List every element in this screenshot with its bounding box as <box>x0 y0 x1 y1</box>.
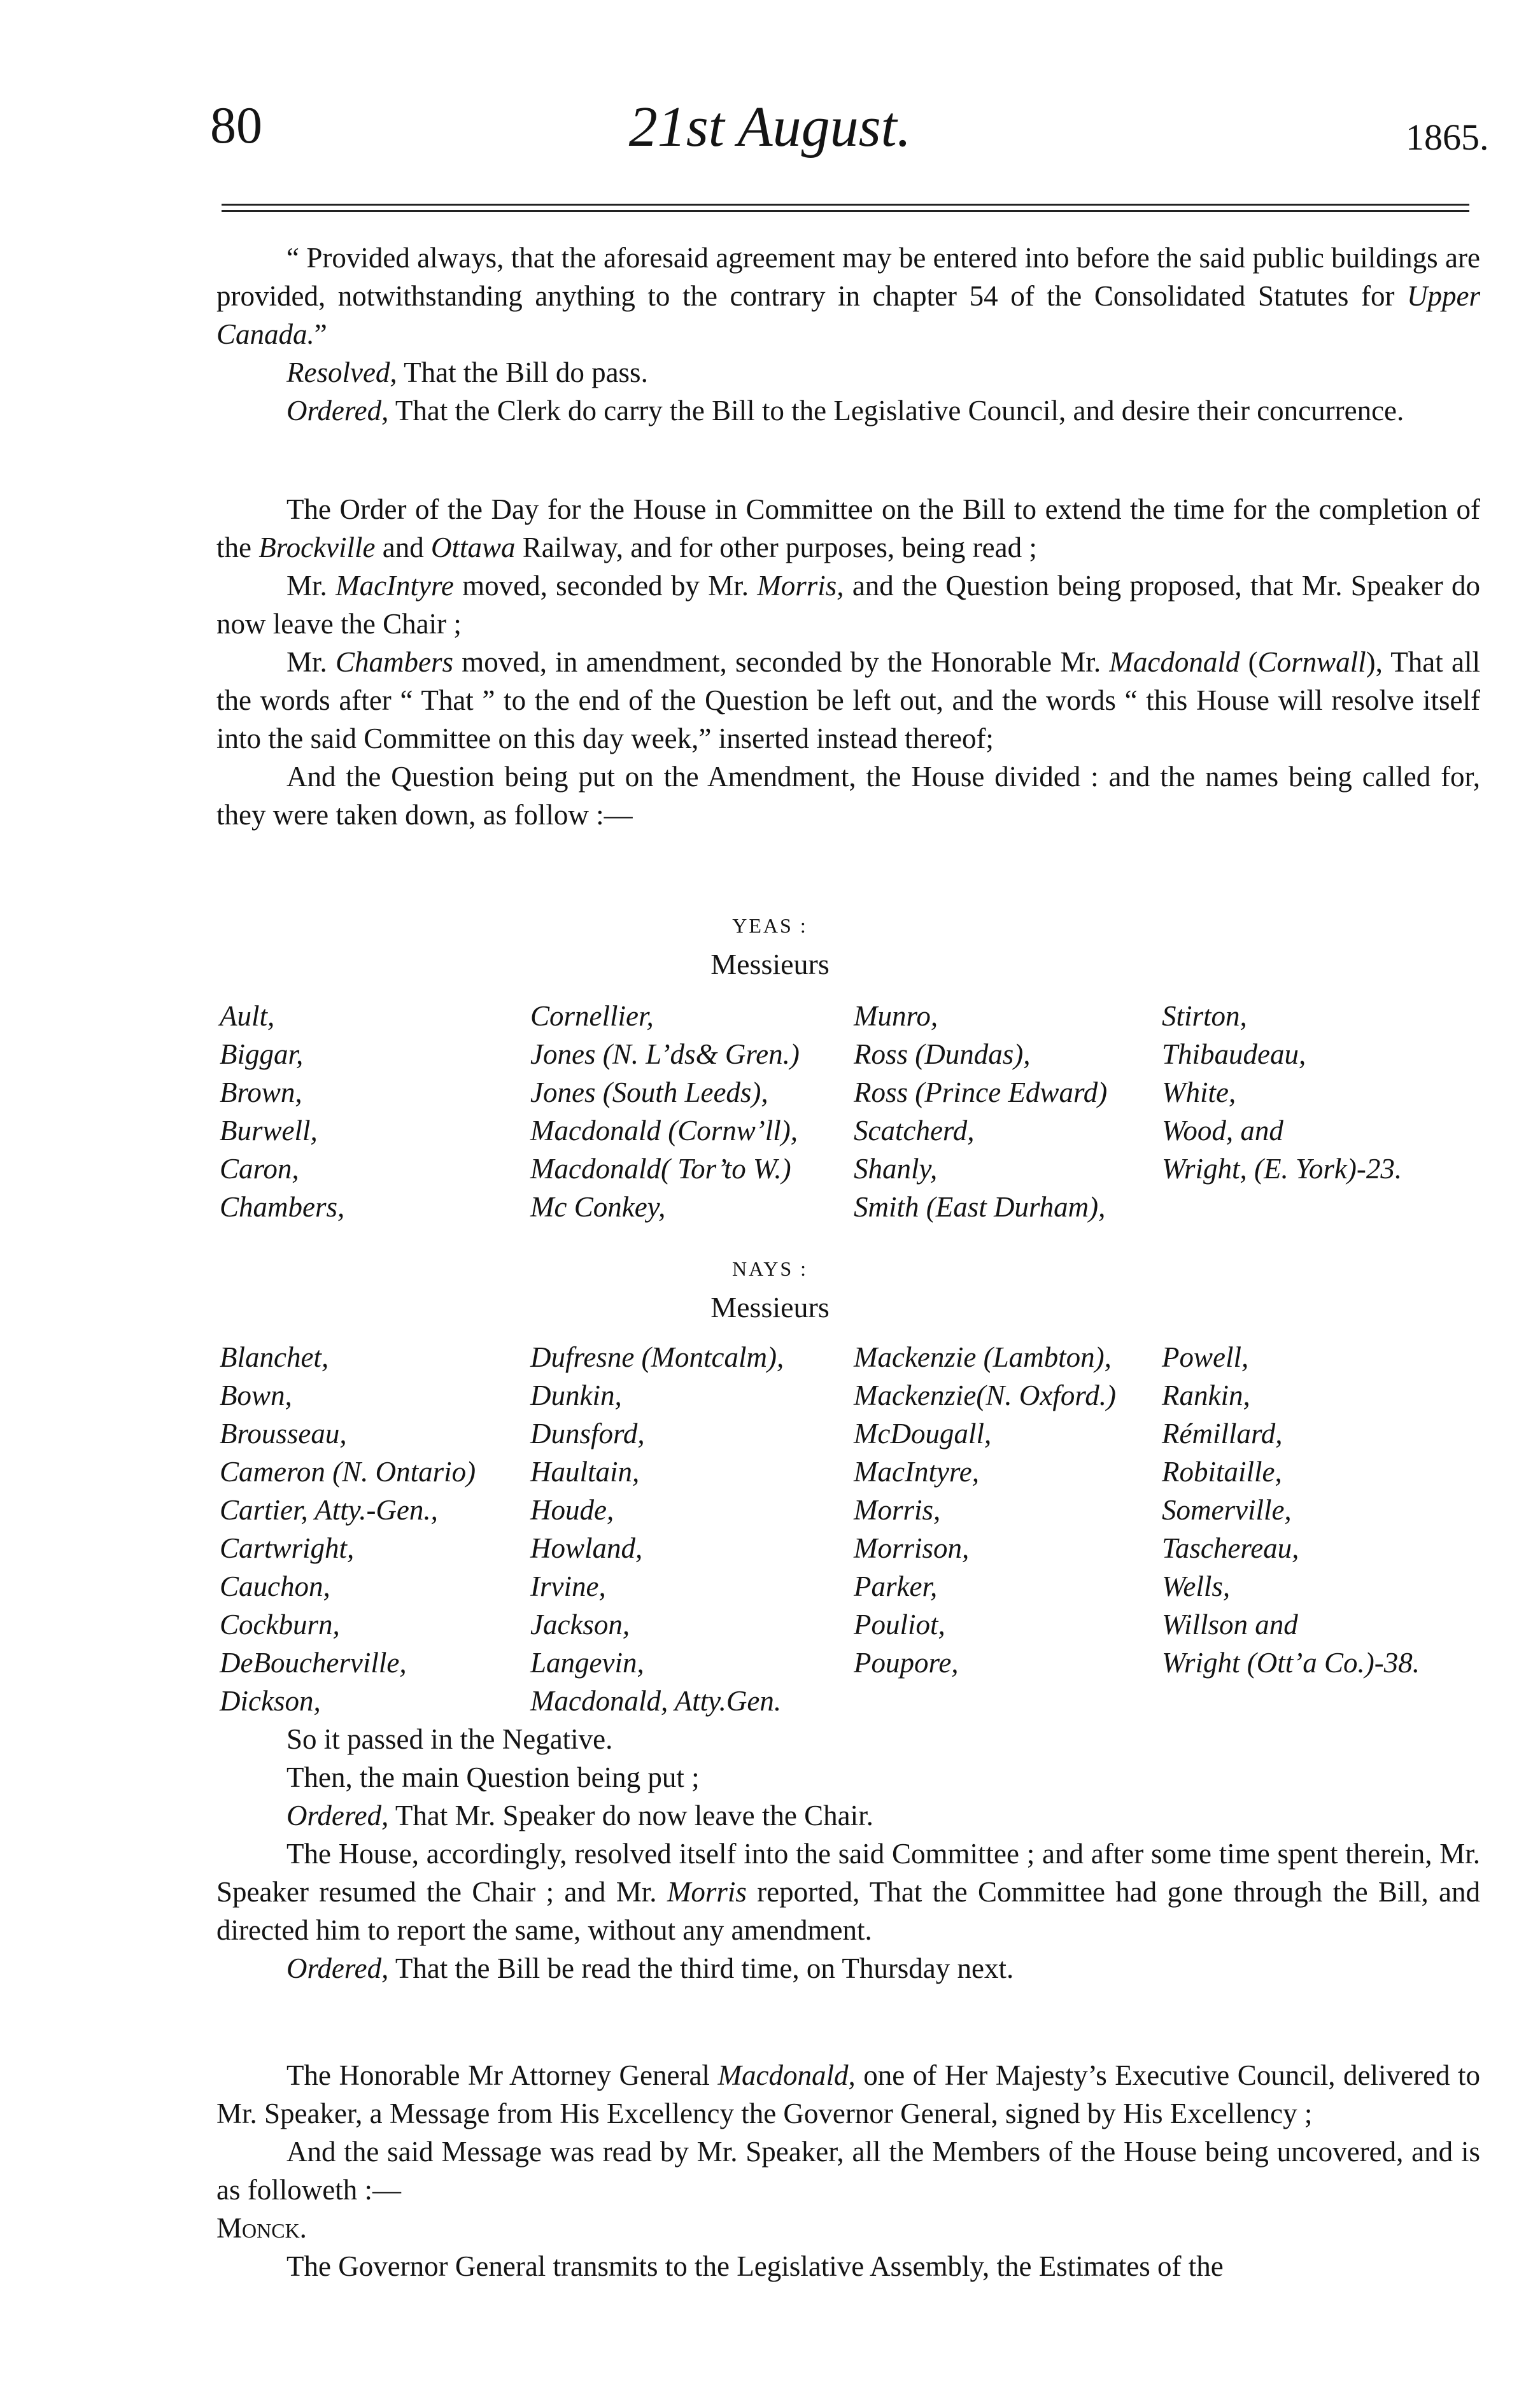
committee-report-text: The House, accordingly, resolved itself into the said Committee ; and after some time spent therein, Mr. Speaker resumed the Chair ; and Mr. Morris reported, That the Committee had gone through the Bill, and directed him to report the same, without any amendment. <box>216 1838 1480 1946</box>
negative-line: So it passed in the Negative. <box>286 1723 613 1755</box>
ordered-chair-line: Ordered, That Mr. Speaker do now leave the Chair. <box>286 1800 873 1831</box>
nays-messieurs: Messieurs <box>710 1291 830 1323</box>
page-number: 80 <box>210 96 262 154</box>
page-year: 1865. <box>1406 116 1489 158</box>
governor-estimates-text: The Governor General transmits to the Legislative Assembly, the Estimates of the <box>286 2250 1224 2282</box>
resolved-line: Resolved, That the Bill do pass. <box>286 356 648 388</box>
order-of-day-text: The Order of the Day for the House in Committee on the Bill to extend the time for the completion of the Brockville and Ottawa Railway, and for other purposes, being read ; <box>216 493 1480 563</box>
proviso-quote: “ Provided always, that the aforesaid agreement may be entered into before the said public buildings are provided, notwithstanding anything to the contrary in chapter 54 of the Consolidated Statutes for Upper Canada.” <box>216 242 1480 350</box>
yeas-messieurs: Messieurs <box>710 948 830 980</box>
ordered-line: Ordered, That the Clerk do carry the Bill to the Legislative Council, and desire their concurrence. <box>286 395 1404 427</box>
paragraph-negative <box>216 1720 1480 1987</box>
motion-text: Mr. MacIntyre moved, seconded by Mr. Morris, and the Question being proposed, that Mr. Speaker do now leave the Chair ; <box>216 570 1481 640</box>
yeas-caption: YEAS : <box>732 914 808 937</box>
message-read-text: And the said Message was read by Mr. Speaker, all the Members of the House being uncovered, and is as followeth :— <box>216 2136 1480 2206</box>
division-text: And the Question being put on the Amendment, the House divided : and the names being called for, they were taken down, as follow :— <box>216 761 1480 831</box>
nays-caption: NAYS : <box>731 1257 809 1280</box>
header-rule-top <box>222 204 1469 206</box>
paragraph-proviso <box>216 239 1480 430</box>
paragraph-order-of-day <box>216 490 1480 834</box>
header-rule-bottom <box>222 210 1469 212</box>
paragraph-message <box>216 2056 1480 2285</box>
page-date-heading: 21st August. <box>628 95 912 159</box>
main-question-line: Then, the main Question being put ; <box>286 1761 700 1793</box>
monck-signature: Monck. <box>216 2212 307 2244</box>
third-reading-line: Ordered, That the Bill be read the third time, on Thursday next. <box>286 1952 1014 1984</box>
message-delivery-text: The Honorable Mr Attorney General Macdonald, one of Her Majesty’s Executive Council, delivered to Mr. Speaker, a Message from His Excellency the Governor General, signed by His Excellency ; <box>216 2059 1480 2129</box>
amendment-text: Mr. Chambers moved, in amendment, seconded by the Honorable Mr. Macdonald (Cornwall), That all the words after “ That ” to the end of the Question be left out, and the words “ this House will resolve itself into the said Committee on this day week,” inserted instead thereof; <box>216 646 1480 754</box>
document-page: 80 21st August. 1865. “ Provided always, that the aforesaid agreement may be entered into before the said public buildings are provided, notwithstanding anything to the contrary in chapter 54 of the Consolidated Statutes for Upper Canada.” Resolved, That the Bill do pass. Ordered, That the Clerk do carry the Bill to the Legislative Council, and desire their concurrence. The Order of the Day for the House in Committee on the Bill to extend the time for the completion of the Brockville and Ottawa Railway, and for other purposes, being read ; Mr. MacIntyre moved, seconded by Mr. Morris, and the Question being proposed, that Mr. Speaker do now leave the Chair ; Mr. Chambers moved, in amendment, seconded by the Honorable Mr. Macdonald (Cornwall), That all the words after “ That ” to the end of the Question be left out, and the words “ this House will resolve itself into the said Committee on this day week,” inserted instead thereof; And the Question being put on the Amendment, the House divided : and the names being called for, they were taken down, as follow :— YEAS : Messieurs Ault, Cornellier, Munro, Stirton, Biggar, Jones (N. L’ds& Gren.) Ross (Dundas), Thibaudeau, Brown, Jones (South Leeds), Ross (Prince Edward) White, Burwell, Macdonald (Cornw’ll), Scatcherd, Wood, and Caron, Macdonald( Tor’to W.) Shanly, Wright, (E. York)-23. Chambers, Mc Conkey, Smith (East Durham), NAYS : Messieurs Blanchet, Dufresne (Montcalm), Mackenzie (Lambton), Powell, Bown, Dunkin, Mackenzie(N. Oxford.) Rankin, Brousseau, Dunsford, McDougall, Rémillard, Cameron (N. Ontario) Haultain, MacIntyre, Robitaille, Cartier, Atty.-Gen., Houde, Morris, Somerville, Cartwright, Howland, Morrison, Taschereau, Cauchon, Irvine, Parker, Wells, Cockburn, Jackson, Pouliot, Willson and DeBoucherville, Langevin, Poupore, Wright (Ott’a Co.)-38. Dickson, Macdonald, Atty.Gen. So it passed in the Negative. Then, the main Question being put ; Ordered, That Mr. Speaker do now leave the Chair. The House, accordingly, resolved itself into the said Committee ; and after some time spent therein, Mr. Speaker resumed the Chair ; and Mr. Morris reported, That the Committee had gone through the Bill, and directed him to report the same, without any amendment. Ordered, That the Bill be read the third time, on Thursday next. The Honorable Mr Attorney General Macdonald, one of Her Majesty’s Executive Council, delivered to Mr. Speaker, a Message from His Excellency the Governor General, signed by His Excellency ; And the said Message was read by Mr. Speaker, all the Members of the House being uncovered, and is as followeth :— Monck. The Governor General transmits to the Legislative Assembly, the Estimates of the <box>0 0 1540 2398</box>
